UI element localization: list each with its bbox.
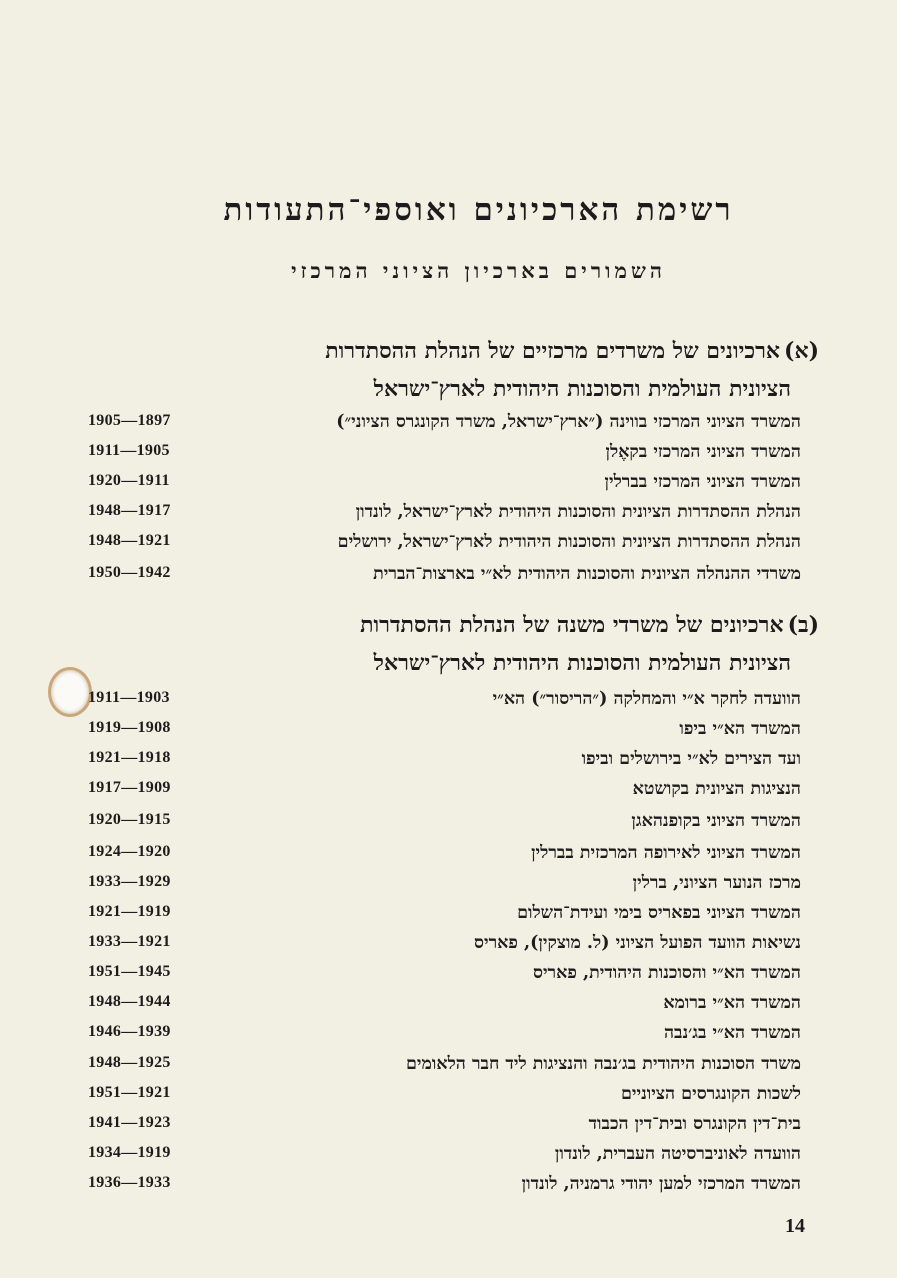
archive-name: המשרד הציוני המרכזי בברלין: [604, 471, 801, 492]
archive-name: המשרד הציוני המרכזי בווינה (״ארץ־ישראל, משרד הקונגרס הציוני״): [336, 411, 801, 432]
archive-row: [88, 1048, 801, 1078]
archive-dates: 1920—1915: [88, 811, 171, 828]
archive-name: בית־דין הקונגרס ובית־דין הכבוד: [588, 1113, 801, 1134]
archive-row: [88, 987, 801, 1017]
archive-dates: 1917—1909: [88, 779, 171, 796]
archive-row: [88, 837, 801, 867]
archive-dates: 1920—1911: [88, 472, 170, 489]
archive-row: [88, 805, 801, 835]
archive-dates: 1921—1919: [88, 903, 171, 920]
section-a-heading: [219, 332, 819, 408]
archive-dates: 1948—1921: [88, 532, 171, 549]
archive-name: המשרד הציוני לאירופה המרכזית בברלין: [531, 842, 801, 863]
archive-name: משרדי ההנהלה הציונית והסוכנות היהודית לא״י בארצות־הברית: [373, 563, 801, 584]
page-title: רשימת הארכיונים ואוספי־התעודות: [223, 192, 734, 228]
archive-dates: 1924—1920: [88, 843, 171, 860]
section-a-marker: (א): [784, 338, 819, 364]
section-b-heading: [219, 606, 819, 682]
section-b-heading-line2: הציונית העולמית והסוכנות היהודית לארץ־ישראל: [373, 650, 791, 676]
archive-dates: 1950—1942: [88, 564, 171, 581]
archive-row: [88, 773, 801, 803]
archive-name: המשרד הציוני בפאריס בימי ועידת־השלום: [517, 902, 801, 923]
archive-name: ועד הצירים לא״י בירושלים וביפו: [581, 748, 801, 769]
archive-dates: 1911—1905: [88, 442, 170, 459]
archive-name: המשרד הציוני המרכזי בקאֶלן: [605, 441, 801, 462]
archive-row: [88, 683, 801, 713]
archive-dates: 1921—1918: [88, 749, 171, 766]
archive-name: המשרד המרכזי למען יהודי גרמניה, לונדון: [521, 1173, 801, 1194]
archive-name: מרכז הנוער הציוני, ברלין: [632, 872, 801, 893]
archive-name: נשיאות הוועד הפועל הציוני (ל. מוצקין), פאריס: [474, 932, 801, 953]
archive-dates: 1951—1945: [88, 963, 171, 980]
punch-hole: [48, 667, 92, 717]
archive-dates: 1948—1925: [88, 1054, 171, 1071]
page-subtitle: השמורים בארכיון הציוני המרכזי: [291, 258, 666, 283]
archive-dates: 1951—1921: [88, 1084, 171, 1101]
archive-name: המשרד הציוני בקופנהאגן: [631, 810, 801, 831]
archive-row: [88, 436, 801, 466]
archive-row: [88, 526, 801, 556]
archive-row: [88, 496, 801, 526]
section-a-heading-line2: הציונית העולמית והסוכנות היהודית לארץ־ישראל: [373, 376, 791, 402]
archive-row: [88, 1017, 801, 1047]
archive-name: הוועדה לאוניברסיטה העברית, לונדון: [554, 1143, 801, 1164]
archive-name: המשרד הא״י בג׳נבה: [663, 1022, 801, 1043]
archive-name: הנציגות הציונית בקושטא: [632, 778, 801, 799]
archive-name: המשרד הא״י והסוכנות היהודית, פאריס: [533, 962, 801, 983]
archive-row: [88, 897, 801, 927]
archive-dates: 1946—1939: [88, 1023, 171, 1040]
archive-name: הוועדה לחקר א״י והמחלקה (״הריסור״) הא״י: [492, 688, 801, 709]
section-a-heading-line1: ארכיונים של משרדים מרכזיים של הנהלת ההסתדרות: [325, 338, 781, 364]
archive-dates: 1905—1897: [88, 412, 171, 429]
archive-row: [88, 1138, 801, 1168]
archive-row: [88, 406, 801, 436]
archive-row: [88, 1108, 801, 1138]
archive-name: המשרד הא״י ביפו: [679, 718, 801, 739]
archive-dates: 1911—1903: [88, 689, 170, 706]
archive-row: [88, 957, 801, 987]
page-number: 14: [785, 1215, 805, 1237]
archive-dates: 1933—1929: [88, 873, 171, 890]
archive-dates: 1936—1933: [88, 1174, 171, 1191]
archive-row: [88, 1078, 801, 1108]
archive-row: [88, 713, 801, 743]
archive-row: [88, 466, 801, 496]
archive-name: המשרד הא״י ברומא: [663, 992, 801, 1013]
archive-dates: 1948—1944: [88, 993, 171, 1010]
archive-row: [88, 558, 801, 588]
section-b-heading-line1: ארכיונים של משרדי משנה של הנהלת ההסתדרות: [360, 612, 784, 638]
archive-dates: 1948—1917: [88, 502, 171, 519]
section-b-marker: (ב): [787, 612, 819, 638]
archive-name: לשכות הקונגרסים הציוניים: [621, 1083, 801, 1104]
archive-name: הנהלת ההסתדרות הציונית והסוכנות היהודית לארץ־ישראל, לונדון: [355, 501, 801, 522]
archive-dates: 1941—1923: [88, 1114, 171, 1131]
archive-row: [88, 867, 801, 897]
archive-row: [88, 927, 801, 957]
archive-name: הנהלת ההסתדרות הציונית והסוכנות היהודית לארץ־ישראל, ירושלים: [337, 531, 801, 552]
archive-row: [88, 1168, 801, 1198]
archive-dates: 1919—1908: [88, 719, 171, 736]
archive-dates: 1934—1919: [88, 1144, 171, 1161]
archive-dates: 1933—1921: [88, 933, 171, 950]
archive-name: משרד הסוכנות היהודית בג׳נבה והנציגות ליד חבר הלאומים: [406, 1053, 801, 1074]
archive-row: [88, 743, 801, 773]
